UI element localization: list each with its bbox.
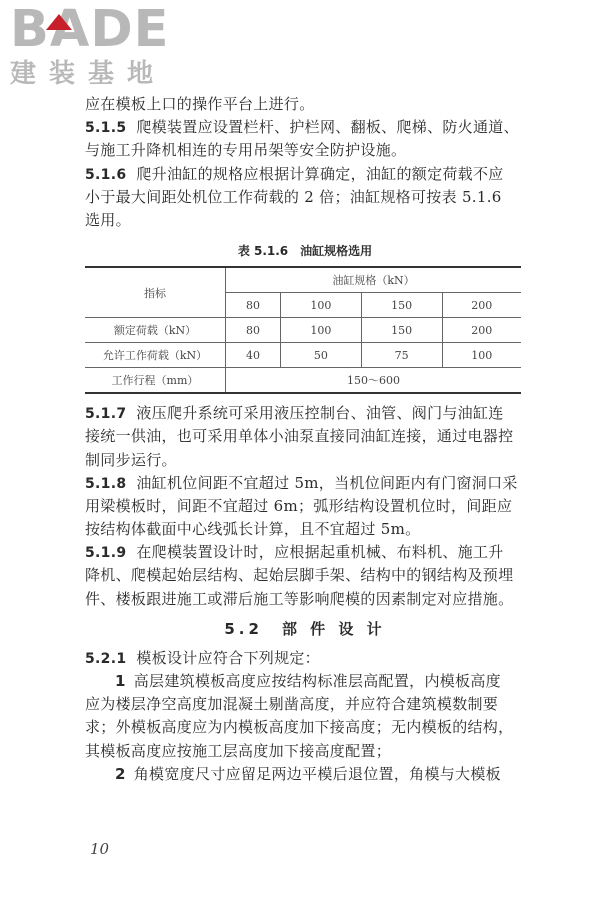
clause-number: 5.1.6 [85, 166, 127, 183]
logo-subtitle: 建装基地 [10, 59, 167, 89]
text-line: 按结构体截面中心线弧长计算，且不宜超过 5m。 [85, 520, 421, 539]
item-number: 2 [115, 764, 126, 783]
text-line: 降机、爬模起始层结构、起始层脚手架、结构中的钢结构及预埋 [85, 566, 514, 585]
index-header: 指标 [85, 267, 226, 318]
text-line: 5.2.1 模板设计应符合下列规定： [85, 648, 320, 667]
table-row [85, 368, 521, 394]
text-line: 5.1.5 爬模装置应设置栏杆、护栏网、翻板、爬梯、防火通道、 [85, 118, 519, 137]
table-cell: 200 [442, 318, 521, 343]
logo-red-triangle [46, 14, 72, 30]
text-line: 5.1.6 爬升油缸的规格应根据计算确定，油缸的额定荷载不应 [85, 164, 504, 183]
text-line: 5.1.9 在爬模装置设计时，应根据起重机械、布料机、施工升 [85, 543, 504, 562]
page-number: 10 [90, 840, 110, 858]
table-cell: 150～600 [226, 368, 522, 394]
table-row [85, 343, 521, 368]
table-cell: 150 [361, 318, 442, 343]
text-line: 件、楼板跟进施工或滞后施工等影响爬模的因素制定对应措施。 [85, 589, 514, 608]
logo [10, 2, 180, 94]
clause-number: 5.1.8 [85, 475, 127, 492]
text-line: 选用。 [85, 210, 131, 229]
clause-number: 5.1.7 [85, 406, 127, 423]
clause-number: 5.1.9 [85, 545, 127, 562]
text-line: 应为楼层净空高度加混凝土剔凿高度，并应符合建筑模数制要 [85, 695, 499, 714]
spec-cell: 100 [281, 293, 362, 318]
table-cell: 50 [281, 343, 362, 368]
clause-number: 5.2.1 [85, 650, 127, 667]
table-row [85, 318, 521, 343]
row-label: 额定荷载（kN） [85, 318, 226, 343]
table-cell: 100 [281, 318, 362, 343]
cylinder-spec-table [85, 266, 521, 394]
section-heading: 5.2 部 件 设 计 [224, 619, 386, 638]
spec-cell: 150 [361, 293, 442, 318]
text-line: 用梁模板时，间距不宜超过 6m；弧形结构设置机位时，间距应 [85, 496, 513, 515]
clause-number: 5.1.5 [85, 120, 127, 137]
text-line: 与施工升降机相连的专用吊架等安全防护设施。 [85, 141, 407, 160]
text-line: 求；外模板高度应为内模板高度加下接高度；无内模板的结构， [85, 718, 514, 737]
spec-cell: 200 [442, 293, 521, 318]
table-header-row [85, 267, 521, 293]
text-line: 1 高层建筑模板高度应按结构标准层高配置，内模板高度 [115, 672, 501, 690]
group-header: 油缸规格（kN） [226, 267, 522, 293]
text-line: 小于最大间距处机位工作荷载的 2 倍；油缸规格可按表 5.1.6 [85, 187, 502, 206]
page-content [85, 93, 525, 786]
item-number: 1 [115, 672, 126, 690]
spec-cell: 80 [226, 293, 281, 318]
text-line: 其模板高度应按施工层高度加下接高度配置； [85, 741, 392, 760]
text-line: 接统一供油，也可采用单体小油泵直接同油缸连接，通过电器控 [85, 427, 514, 446]
table-cell: 75 [361, 343, 442, 368]
row-label: 工作行程（mm） [85, 368, 226, 394]
text-line: 5.1.7 液压爬升系统可采用液压控制台、油管、阀门与油缸连 [85, 404, 504, 423]
table-cell: 40 [226, 343, 281, 368]
text-line: 5.1.8 油缸机位间距不宜超过 5m，当机位间距内有门窗洞口采 [85, 473, 518, 492]
paragraph-5-2-1 [85, 647, 525, 786]
table-cell: 100 [442, 343, 521, 368]
paragraph-5-1-7-to-5-1-9 [85, 402, 525, 611]
logo-wordmark: BADE [10, 0, 170, 59]
text-line: 制同步运行。 [85, 450, 177, 469]
table-caption: 表 5.1.6 油缸规格选用 [237, 244, 373, 259]
table-cell: 80 [226, 318, 281, 343]
text-line: 2 角模宽度尺寸应留足两边平模后退位置，角模与大模板 [115, 764, 501, 783]
paragraph-5-1-5-to-5-1-6 [85, 93, 525, 232]
row-label: 允许工作荷载（kN） [85, 343, 226, 368]
text-line: 应在模板上口的操作平台上进行。 [85, 95, 315, 113]
